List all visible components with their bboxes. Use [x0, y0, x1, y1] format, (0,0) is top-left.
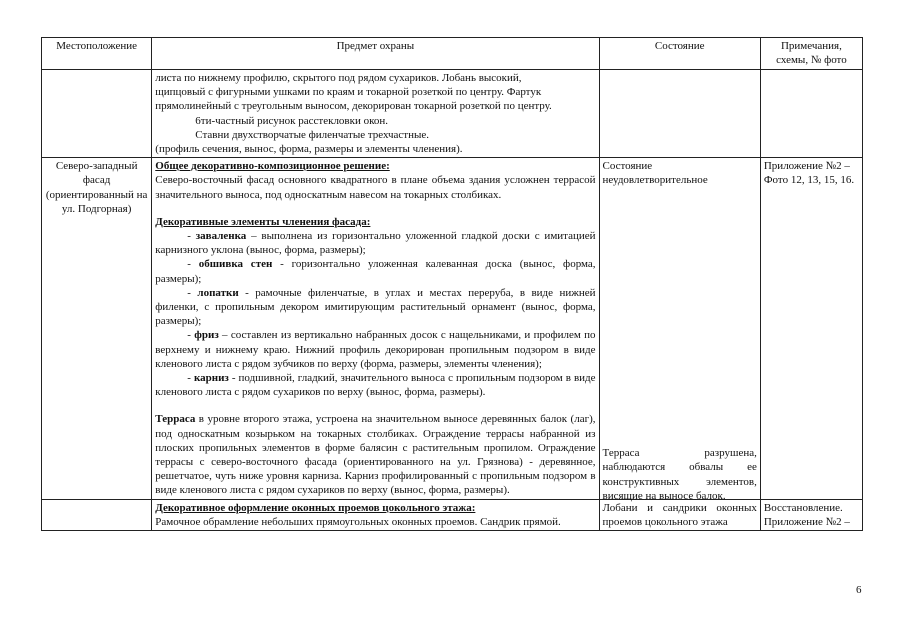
table-row-continued	[42, 70, 863, 158]
general-heading: Общее декоративно-композиционное решение:	[155, 160, 390, 173]
text-line: листа по нижнему профилю, скрытого под рядом сухариков. Лобань высокий,	[155, 72, 522, 84]
cell-subject-continued	[152, 70, 599, 158]
terrace-text: Терраса в уровне второго этажа, устроена на значительном выносе деревянных балок (лаг), под односкатным козырьком на токарных столбиках. Ограждение террасы набранной из плоских пропильных элементов в форме балясин с растительным пропилом. Ограждение террасы с северо-восточного фасада (ориентированного на ул. Грязнова) - деревянное, решетчатое, чуть ниже уровня карниза. Карниз профилированный с пропильным подзором в виде кленового листа с рядом сухариков по верху (вынос, форма, размеры).	[155, 413, 596, 497]
table-header-row	[42, 38, 863, 70]
general-text: Северо-восточный фасад основного квадратного в плане объема здания усложнен террасой значительного выноса, под односкатным навесом на токарных столбиках.	[155, 174, 596, 201]
header-notes: Примечания, схемы, № фото	[760, 38, 862, 70]
terrace-state: Терраса разрушена, наблюдаются обвалы ее конструктивных элементов, висящие на выносе балок.	[602, 447, 757, 502]
elements-heading: Декоративные элементы членения фасада:	[155, 215, 371, 228]
table-row-windows	[42, 499, 863, 530]
text-line: щипцовый с фигурными ушками по краям и токарной розеткой по центру. Фартук	[155, 86, 542, 99]
cell-notes-empty	[760, 70, 862, 158]
element-item: - фриз – составлен из вертикально набранных досок с нащельниками, и профилем по верхнему и нижнему краю. Нижний профиль декорирован пропильным подзором в виде кленового листа с рядом зубчиков по верху (форма, размеры, элементы членения);	[155, 329, 596, 370]
cell-windows-notes: Восстановление. Приложение №2 –	[760, 499, 862, 530]
cell-facade-subject	[152, 158, 599, 499]
cell-windows-state: Лобани и сандрики оконных проемов цокольного этажа	[599, 499, 760, 530]
page-number: 6	[856, 584, 862, 596]
text-line: 6ти-частный рисунок расстекловки окон.	[195, 114, 389, 127]
header-state: Состояние	[599, 38, 760, 70]
cell-facade-notes: Приложение №2 – Фото 12, 13, 15, 16.	[760, 158, 862, 499]
cell-state-empty	[599, 70, 760, 158]
element-item: - заваленка – выполнена из горизонтально уложенной гладкой доски с имитацией карнизного уклона (вынос, форма, размеры);	[155, 230, 596, 257]
header-location: Местоположение	[42, 38, 152, 70]
text-line: прямолинейный с треугольным выносом, декорирован токарной розеткой по центру.	[155, 100, 552, 113]
windows-text: Рамочное обрамление небольших прямоугольных оконных проемов. Сандрик прямой.	[155, 515, 561, 528]
header-subject: Предмет охраны	[152, 38, 599, 70]
cell-facade-state	[599, 158, 760, 502]
text-line: (профиль сечения, вынос, форма, размеры и элементы членения).	[155, 143, 463, 156]
element-item: - карниз - подшивной, гладкий, значительного выноса с пропильным подзором в виде кленового листа с рядом сухариков по верху (вынос, форма, размеры).	[155, 372, 596, 399]
cell-windows-subject	[152, 499, 599, 530]
windows-heading: Декоративное оформление оконных проемов цокольного этажа:	[155, 501, 476, 514]
element-item: - лопатки - рамочные филенчатые, в углах и местах переруба, в виде нижней филенки, с пропильным декором имитирующим растительный орнамент (вынос, форма, размеры);	[155, 286, 596, 328]
table-row-facade	[42, 158, 863, 499]
text-line: Ставни двухстворчатые филенчатые трехчастные.	[195, 128, 429, 141]
element-item: - обшивка стен - горизонтально уложенная калеванная доска (вынос, форма, размеры);	[155, 258, 596, 285]
protection-table	[41, 37, 863, 531]
cell-facade-location: Северо-западный фасад (ориентированный на ул. Подгорная)	[42, 158, 152, 499]
cell-location-empty	[42, 499, 152, 530]
cell-location-empty	[42, 70, 152, 158]
facade-state: Состояние неудовлетворительное	[602, 160, 708, 187]
